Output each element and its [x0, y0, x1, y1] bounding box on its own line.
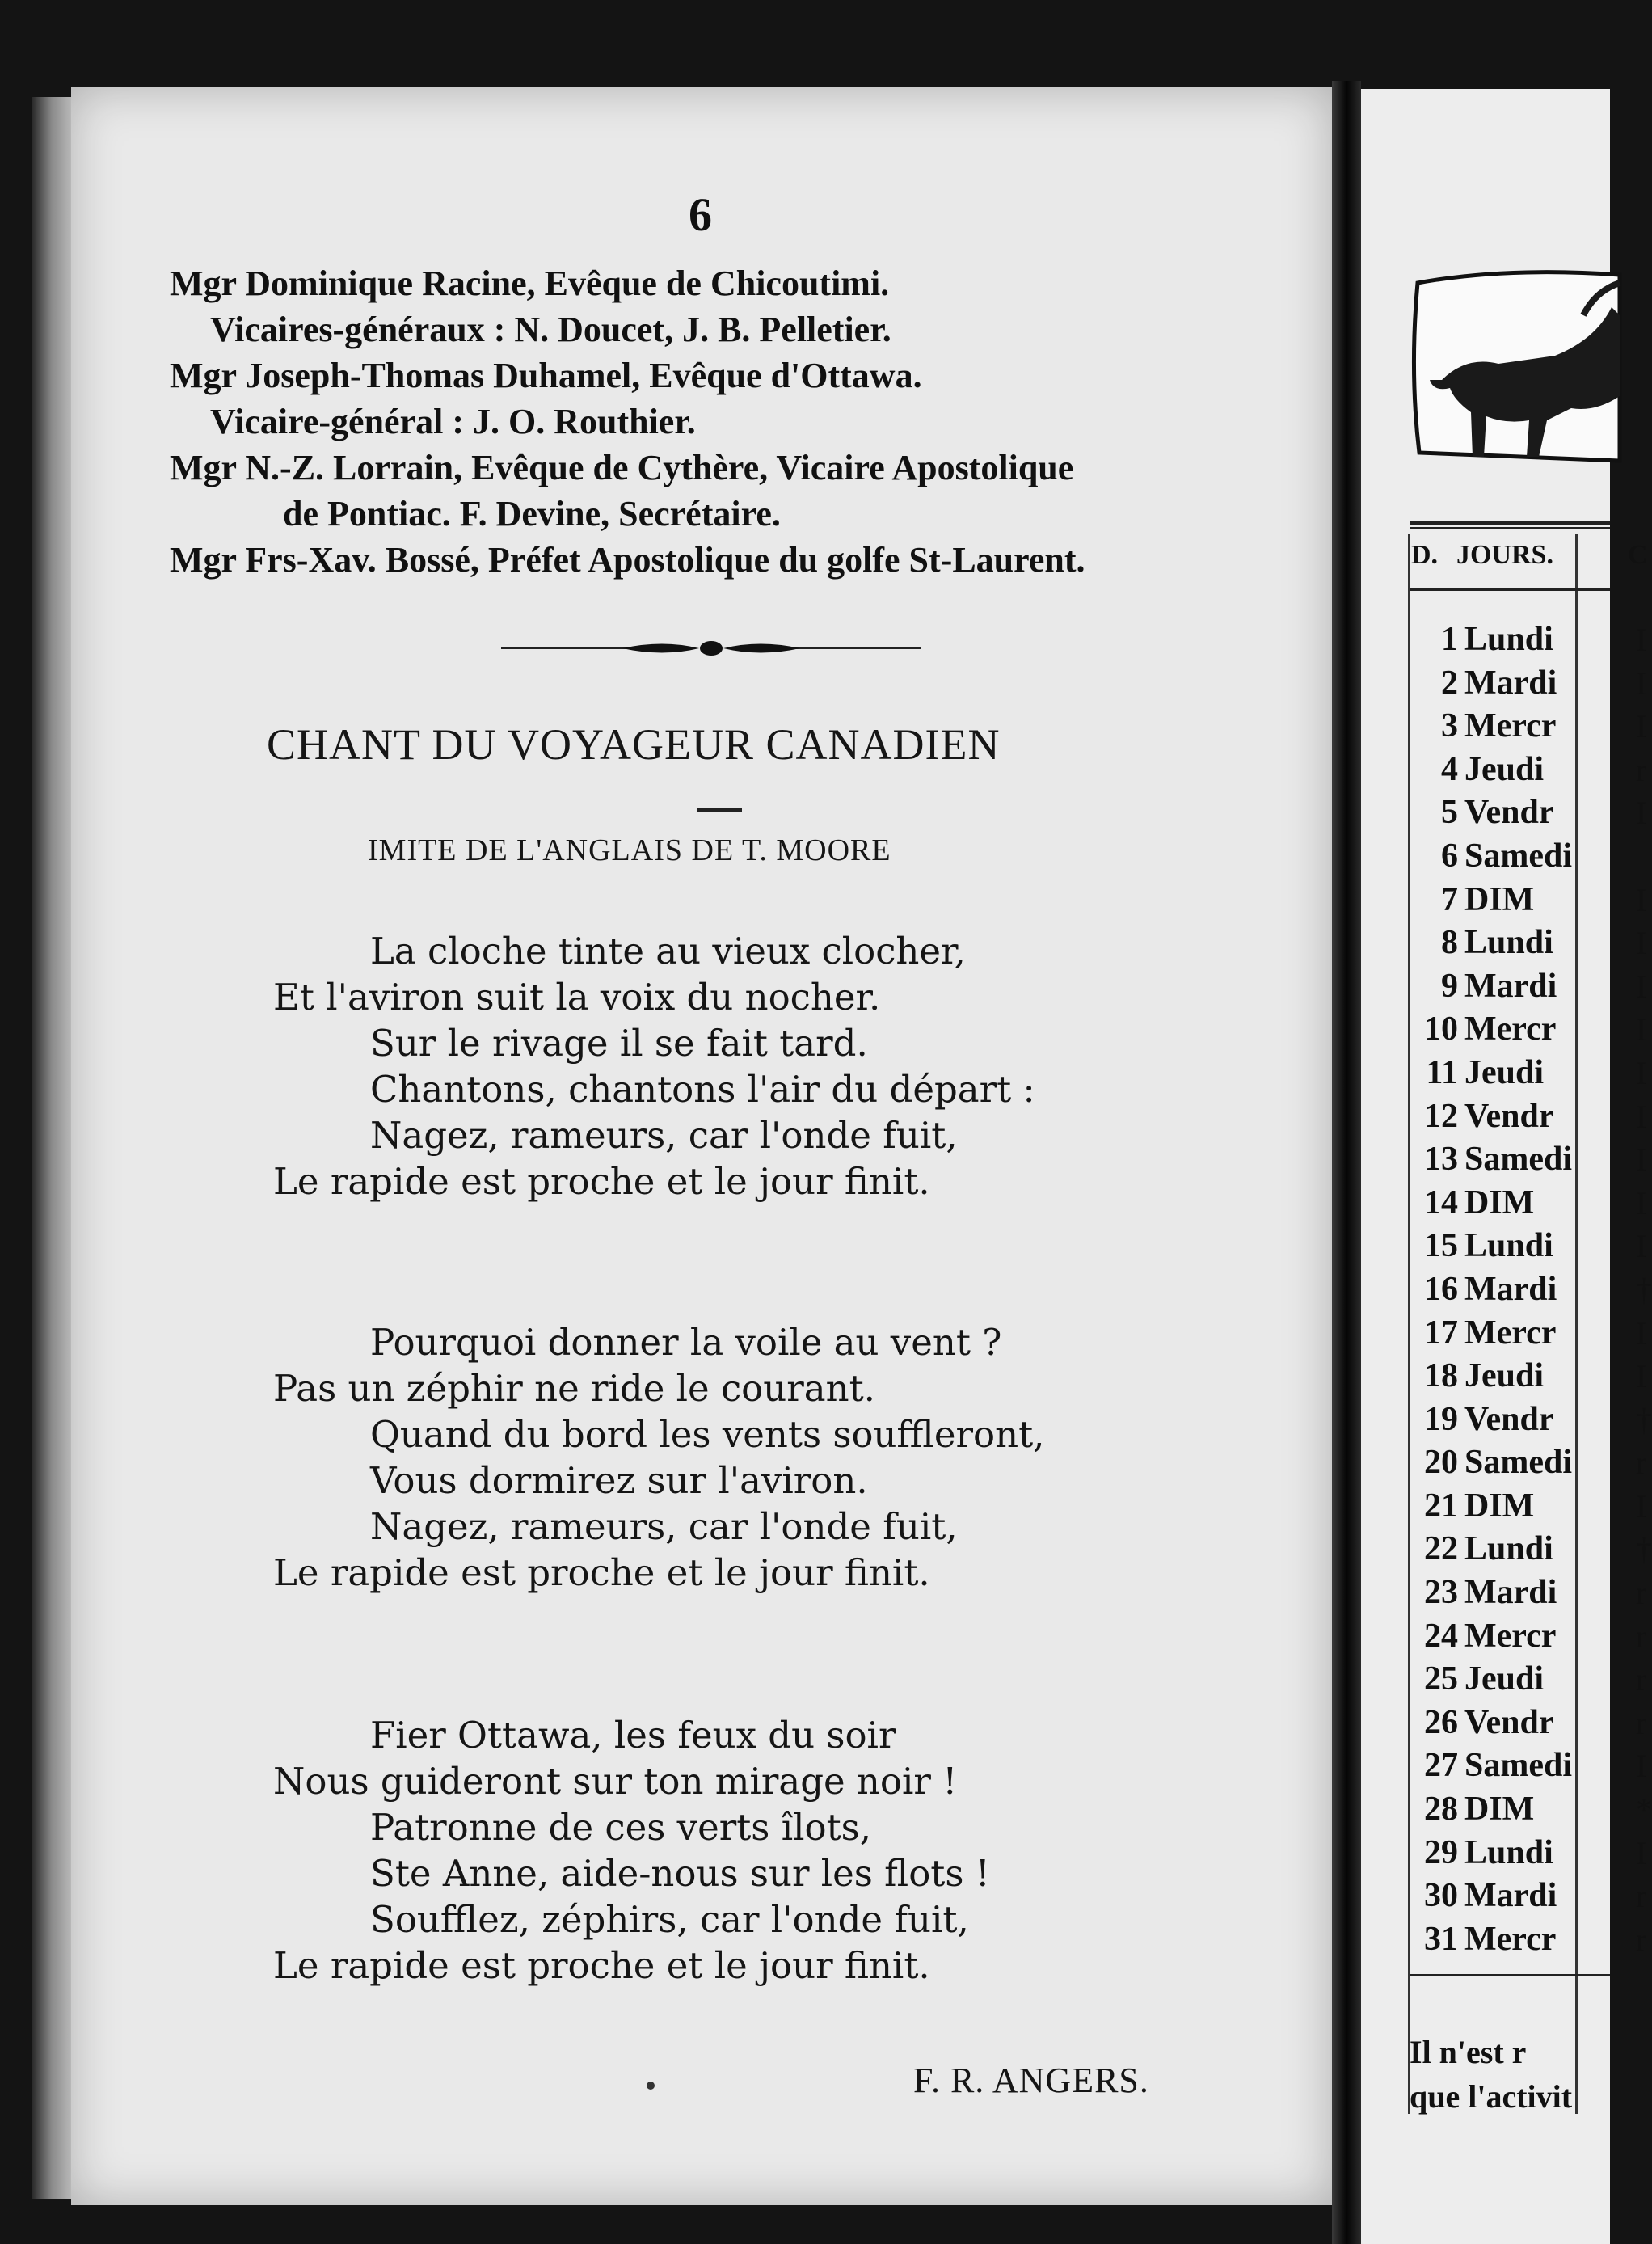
taurus-bull-engraving-icon [1410, 259, 1620, 485]
calendar-day-number: 21 [1424, 1487, 1458, 1525]
calendar-day-number: 14 [1424, 1183, 1458, 1221]
ornamental-divider [501, 635, 921, 662]
calendar-mark: I [1636, 708, 1647, 745]
calendar-day-name: Jeudi [1464, 750, 1545, 788]
verse-line: La cloche tinte au vieux clocher, [370, 930, 966, 972]
calendar-mark: I [1636, 622, 1647, 658]
verse-line: Et l'aviron suit la voix du nocher. [273, 976, 881, 1019]
verse-line: Pourquoi donner la voile au vent ? [370, 1321, 1002, 1364]
calendar-day-number: 29 [1424, 1833, 1458, 1871]
calendar-day-name: Vendr [1464, 1097, 1554, 1135]
verse-line: Le rapide est proche et le jour finit. [273, 1944, 930, 1987]
song-subtitle: IMITE DE L'ANGLAIS DE T. MOORE [368, 833, 891, 867]
calendar-day-number: 4 [1441, 750, 1458, 788]
calendar-day-name: Mardi [1464, 967, 1557, 1005]
calendar-day-name: Lundi [1464, 1530, 1553, 1568]
stanza-1 [273, 928, 1035, 1204]
calendar-day-name: Mardi [1464, 1574, 1557, 1612]
calendar-day-name: Mercr [1464, 1617, 1557, 1655]
calendar-mark: I [1636, 1098, 1647, 1135]
stanza-3 [273, 1712, 990, 1989]
calendar-mark: I [1636, 795, 1647, 832]
header-jours: JOURS. [1456, 540, 1553, 570]
song-author: F. R. ANGERS. [913, 2061, 1149, 2100]
calendar-day-number: 23 [1424, 1574, 1458, 1612]
calendar-mark: r [1636, 1575, 1647, 1612]
calendar-day-name: Mercr [1464, 707, 1557, 745]
stray-mark [647, 2082, 655, 2090]
calendar-mark: r [1636, 1878, 1647, 1915]
calendar-mark: I [1636, 925, 1647, 962]
calendar-day-number: 25 [1424, 1660, 1458, 1698]
song-title: CHANT DU VOYAGEUR CANADIEN [267, 720, 1001, 769]
calendar-day-number: 13 [1424, 1141, 1458, 1179]
calendar-day-name: Mercr [1464, 1010, 1557, 1048]
verse-line: Le rapide est proche et le jour finit. [273, 1160, 930, 1203]
calendar-mark: I [1636, 881, 1647, 918]
calendar-day-name: Mardi [1464, 1877, 1557, 1915]
verse-line: Quand du bord les vents souffleront, [370, 1413, 1045, 1456]
calendar-day-name: Vendr [1464, 794, 1554, 832]
calendar-day-name: Samedi [1464, 1141, 1573, 1179]
verse-line: Fier Ottawa, les feux du soir [370, 1714, 896, 1757]
verse-line: Ste Anne, aide-nous sur les flots ! [370, 1852, 990, 1895]
calendar-day-name: Lundi [1464, 1227, 1553, 1265]
bishop-line: Mgr Joseph-Thomas Duhamel, Evêque d'Ottawa. [170, 356, 922, 395]
calendar-day-number: 30 [1424, 1877, 1458, 1915]
calendar-day-name: DIM [1464, 1183, 1535, 1221]
verse-line: Soufflez, zéphirs, car l'onde fuit, [370, 1898, 969, 1941]
calendar-day-number: 9 [1441, 967, 1458, 1005]
calendar-day-name: Jeudi [1464, 1660, 1545, 1698]
calendar-mark: † [1636, 1401, 1652, 1438]
calendar-day-number: 31 [1424, 1920, 1458, 1958]
calendar-footer-line-1: Il n'est r [1410, 2034, 1527, 2070]
calendar-day-number: 26 [1424, 1703, 1458, 1741]
verse-line: Sur le rivage il se fait tard. [370, 1022, 868, 1065]
calendar-day-number: 16 [1424, 1270, 1458, 1308]
verse-line: Nagez, rameurs, car l'onde fuit, [370, 1505, 958, 1548]
calendar-mark: I [1636, 1834, 1647, 1871]
calendar-day-name: Lundi [1464, 621, 1553, 658]
calendar-day-number: 7 [1441, 880, 1458, 918]
calendar-top-rule-2 [1410, 527, 1610, 529]
calendar-day-number: 19 [1424, 1400, 1458, 1438]
calendar-day-number: 10 [1424, 1010, 1458, 1048]
calendar-mark: I [1636, 1011, 1647, 1048]
stanza-2 [273, 1319, 1044, 1596]
calendar-day-number: 27 [1424, 1747, 1458, 1785]
calendar-day-number: 17 [1424, 1314, 1458, 1352]
calendar-day-name: Lundi [1464, 1833, 1553, 1871]
calendar-mark: r [1636, 1661, 1647, 1698]
calendar-mark: r [1636, 1618, 1647, 1655]
right-page-calendar [1361, 89, 1652, 2244]
bishop-line: Mgr N.-Z. Lorrain, Evêque de Cythère, Vicaire Apostolique [170, 448, 1074, 487]
calendar-mark: I [1636, 1184, 1647, 1221]
calendar-day-number: 2 [1441, 664, 1458, 702]
calendar-day-number: 22 [1424, 1530, 1458, 1568]
calendar-day-name: DIM [1464, 1487, 1535, 1525]
calendar-mark: * [1636, 1791, 1652, 1829]
calendar-mark: r [1636, 1445, 1647, 1482]
calendar-day-number: 28 [1424, 1791, 1458, 1829]
calendar-mark: r [1636, 1704, 1647, 1741]
calendar-mark: I [1636, 664, 1647, 702]
calendar-day-name: Samedi [1464, 1747, 1573, 1785]
calendar-day-name: Vendr [1464, 1400, 1554, 1438]
verse-line: Nagez, rameurs, car l'onde fuit, [370, 1114, 958, 1157]
calendar-day-number: 15 [1424, 1227, 1458, 1265]
calendar-day-number: 24 [1424, 1617, 1458, 1655]
calendar-day-name: Vendr [1464, 1703, 1554, 1741]
bishop-line: de Pontiac. F. Devine, Secrétaire. [283, 494, 781, 534]
calendar-mark: I [1636, 1358, 1647, 1395]
calendar-day-name: Jeudi [1464, 1053, 1545, 1091]
page-number: 6 [689, 188, 712, 241]
calendar-mark: I [1636, 968, 1647, 1005]
calendar-mark: I [1636, 1141, 1647, 1179]
calendar-day-name: DIM [1464, 1791, 1535, 1829]
calendar-mark: r [1636, 1921, 1647, 1958]
calendar-day-number: 8 [1441, 924, 1458, 962]
calendar-day-name: Mardi [1464, 664, 1557, 702]
calendar-mark: I [1636, 1314, 1647, 1352]
bishop-line: Vicaires-généraux : N. Doucet, J. B. Pelletier. [210, 310, 891, 349]
calendar-footer-line-2: que l'activit [1410, 2078, 1573, 2115]
bishop-line: Mgr Dominique Racine, Evêque de Chicoutimi. [170, 264, 890, 303]
calendar-day-name: Mercr [1464, 1314, 1557, 1352]
calendar-mark: † [1636, 1531, 1652, 1568]
calendar-mark: I [1636, 1054, 1647, 1091]
calendar-day-name: Samedi [1464, 837, 1573, 875]
header-c: C [1628, 540, 1648, 570]
verse-line: Nous guideront sur ton mirage noir ! [273, 1760, 958, 1803]
calendar-day-number: 5 [1441, 794, 1458, 832]
calendar-top-rule [1410, 521, 1610, 525]
verse-line: Pas un zéphir ne ride le courant. [273, 1367, 875, 1410]
bishops-list [170, 260, 1301, 583]
calendar-day-number: 11 [1426, 1053, 1458, 1091]
calendar-bottom-rule [1410, 1974, 1610, 1976]
calendar-day-name: Lundi [1464, 924, 1553, 962]
calendar-mark: † [1636, 1271, 1652, 1308]
calendar-mark: I [1636, 1228, 1647, 1265]
calendar-mark: r [1636, 751, 1647, 788]
bishop-line: Mgr Frs-Xav. Bossé, Préfet Apostolique du golfe St-Laurent. [170, 540, 1085, 580]
calendar-mark: I [1636, 1487, 1647, 1525]
calendar-day-name: DIM [1464, 880, 1535, 918]
calendar-day-number: 18 [1424, 1357, 1458, 1395]
calendar-header-rule [1410, 588, 1610, 591]
calendar-day-number: 6 [1441, 837, 1458, 875]
calendar-day-number: 12 [1424, 1097, 1458, 1135]
verse-line: Vous dormirez sur l'aviron. [370, 1459, 868, 1502]
calendar-mark: I [1636, 1748, 1647, 1785]
verse-line: Le rapide est proche et le jour finit. [273, 1551, 930, 1594]
calendar-day-number: 20 [1424, 1444, 1458, 1482]
calendar-day-number: 3 [1441, 707, 1458, 745]
calendar-day-name: Samedi [1464, 1444, 1573, 1482]
book-gutter [1332, 81, 1361, 2244]
calendar-col-divider-2 [1575, 534, 1578, 2114]
calendar-day-number: 1 [1441, 621, 1458, 658]
calendar-day-name: Jeudi [1464, 1357, 1545, 1395]
title-rule [697, 808, 742, 812]
header-day: D. [1411, 540, 1439, 570]
verse-line: Patronne de ces verts îlots, [370, 1806, 872, 1849]
bishop-line: Vicaire-général : J. O. Routhier. [210, 402, 696, 441]
verse-line: Chantons, chantons l'air du départ : [370, 1068, 1035, 1111]
calendar-day-name: Mardi [1464, 1270, 1557, 1308]
calendar-day-name: Mercr [1464, 1920, 1557, 1958]
